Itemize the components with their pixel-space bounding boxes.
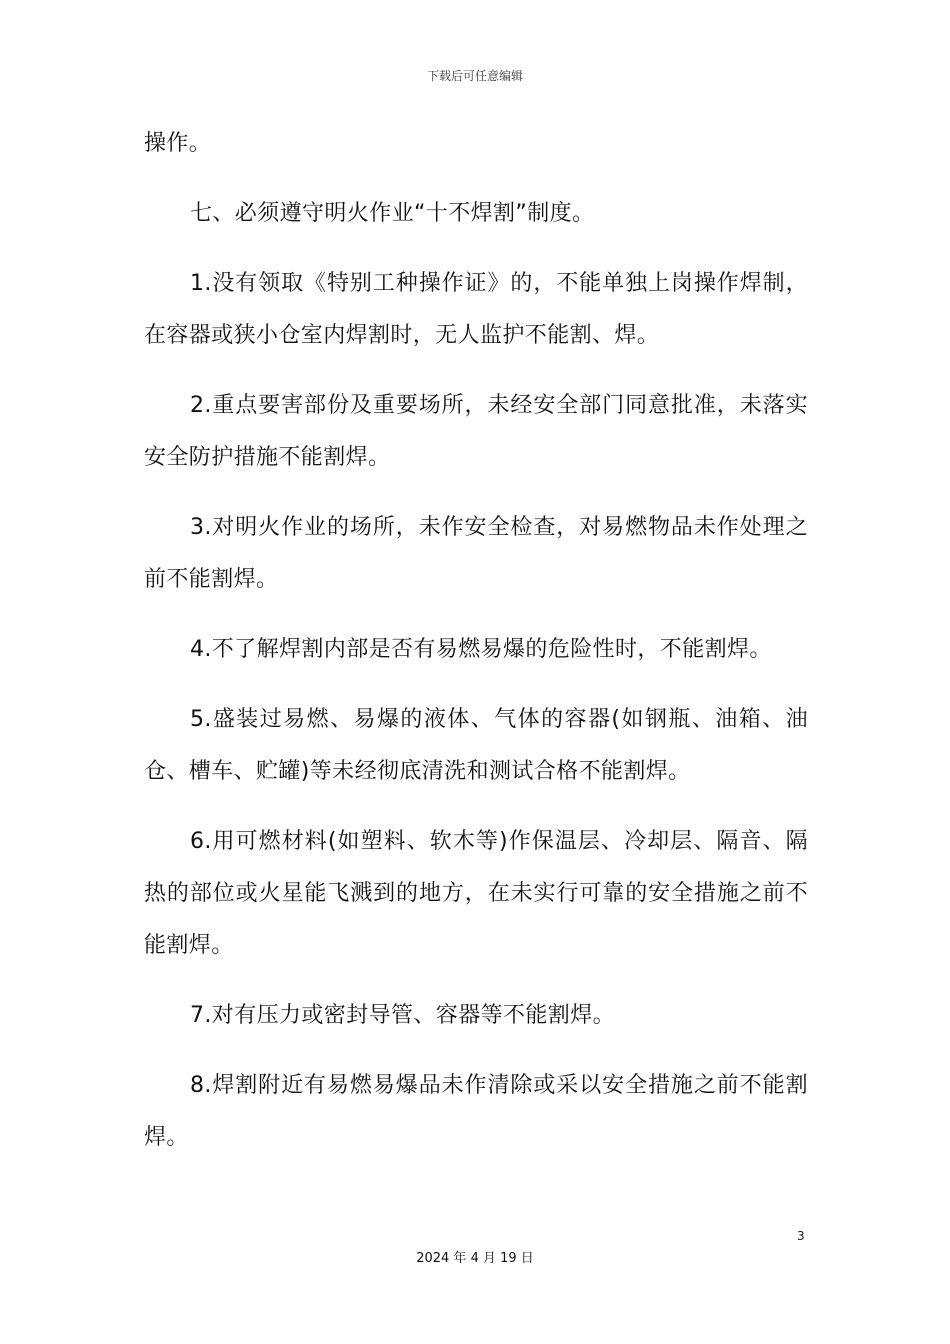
rule-item-2: 2.重点要害部份及重要场所，未经安全部门同意批准，未落实安全防护措施不能割焊。 xyxy=(144,393,808,470)
header-note: 下载后可任意编辑 xyxy=(426,69,523,83)
rule-item-7: 7.对有压力或密封导管、容器等不能割焊。 xyxy=(190,1003,615,1028)
section-heading-seven: 七、必须遵守明火作业“十不焊割”制度。 xyxy=(190,201,595,226)
rule-item-4: 4.不了解焊割内部是否有易燃易爆的危险性时，不能割焊。 xyxy=(190,637,772,662)
page-number: 3 xyxy=(797,1229,805,1243)
rule-item-6: 6.用可燃材料(如塑料、软木等)作保温层、冷却层、隔音、隔热的部位或火星能飞溅到的地方，在未实行可靠的安全措施之前不能割焊。 xyxy=(144,829,808,958)
paragraph-continuation: 操作。 xyxy=(144,131,212,156)
rule-item-3: 3.对明火作业的场所，未作安全检查，对易燃物品未作处理之前不能割焊。 xyxy=(144,515,808,592)
rule-item-1: 1.没有领取《特别工种操作证》的，不能单独上岗操作焊制，在容器或狭小仓室内焊割时，无人监护不能割、焊。 xyxy=(144,271,808,348)
footer-date: 2024 年 4 月 19 日 xyxy=(416,1251,534,1266)
document-body xyxy=(144,118,808,1164)
rule-item-8: 8.焊割附近有易燃易爆品未作清除或采以安全措施之前不能割焊。 xyxy=(144,1073,808,1150)
rule-item-5: 5.盛装过易燃、易爆的液体、气体的容器(如钢瓶、油箱、油仓、槽车、贮罐)等未经彻底清洗和测试合格不能割焊。 xyxy=(144,707,808,784)
